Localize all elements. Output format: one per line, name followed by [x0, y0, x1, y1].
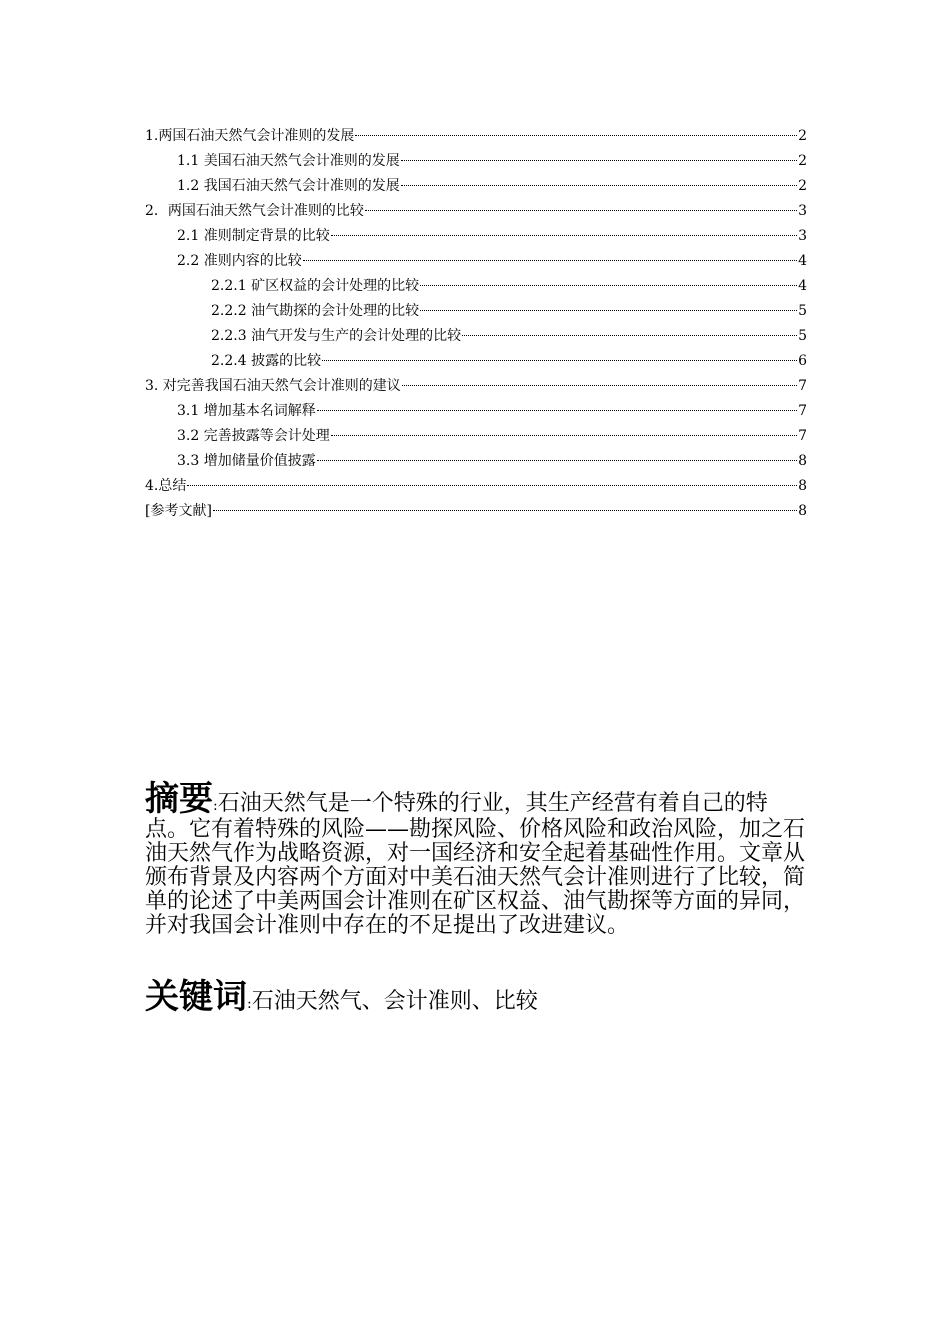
toc-entry[interactable] [145, 374, 807, 399]
toc-leader-dots [365, 210, 797, 211]
toc-leader-dots [187, 485, 797, 486]
toc-page-number: 7 [798, 378, 807, 394]
toc-entry-label: 4.总结 [145, 478, 187, 494]
toc-entry-label: 2.2.4 披露的比较 [211, 353, 322, 369]
toc-entry-label: [参考文献] [145, 503, 212, 519]
toc-leader-dots [303, 260, 797, 261]
toc-entry[interactable] [145, 474, 807, 499]
toc-page-number: 2 [798, 178, 807, 194]
toc-entry[interactable] [145, 449, 807, 474]
toc-page-number: 5 [798, 303, 807, 319]
toc-page-number: 7 [798, 428, 807, 444]
abstract-colon: : [213, 798, 218, 814]
toc-entry-label: 3.2 完善披露等会计处理 [177, 428, 330, 444]
toc-leader-dots [331, 235, 797, 236]
table-of-contents [145, 124, 807, 524]
toc-leader-dots [331, 435, 797, 436]
toc-entry[interactable] [145, 274, 807, 299]
toc-entry-label: 2.1 准则制定背景的比较 [177, 228, 330, 244]
toc-leader-dots [213, 510, 797, 511]
keywords-section [145, 978, 810, 1024]
toc-leader-dots [462, 335, 797, 336]
toc-entry-label: 2．两国石油天然气会计准则的比较 [145, 203, 364, 219]
toc-page-number: 5 [798, 328, 807, 344]
toc-entry[interactable] [145, 249, 807, 274]
toc-entry[interactable] [145, 149, 807, 174]
keywords-heading: 关键词 [145, 977, 247, 1017]
toc-page-number: 4 [798, 278, 807, 294]
toc-page-number: 8 [798, 503, 807, 519]
toc-entry-label: 2.2.1 矿区权益的会计处理的比较 [211, 278, 420, 294]
toc-entry-label: 1.两国石油天然气会计准则的发展 [145, 128, 355, 144]
toc-entry-label: 1.2 我国石油天然气会计准则的发展 [177, 178, 400, 194]
toc-entry[interactable] [145, 299, 807, 324]
toc-leader-dots [322, 360, 797, 361]
toc-page-number: 2 [798, 128, 807, 144]
keywords-body: 石油天然气、会计准则、比较 [251, 989, 538, 1014]
toc-entry[interactable] [145, 349, 807, 374]
toc-entry[interactable] [145, 499, 807, 524]
toc-leader-dots [420, 285, 797, 286]
toc-entry[interactable] [145, 399, 807, 424]
toc-leader-dots [317, 410, 797, 411]
toc-leader-dots [355, 135, 797, 136]
toc-entry-label: 2.2 准则内容的比较 [177, 253, 302, 269]
toc-entry[interactable] [145, 199, 807, 224]
toc-leader-dots [402, 385, 797, 386]
abstract-section [145, 780, 810, 938]
abstract-paragraph [145, 780, 810, 938]
toc-entry[interactable] [145, 424, 807, 449]
toc-leader-dots [401, 185, 797, 186]
toc-entry-label: 2.2.2 油气勘探的会计处理的比较 [211, 303, 420, 319]
toc-leader-dots [401, 160, 797, 161]
abstract-body: 石油天然气是一个特殊的行业，其生产经营有着自己的特点。它有着特殊的风险——勘探风险、价格风险和政治风险，加之石油天然气作为战略资源，对一国经济和安全起着基础性作用。文章从颁布背景及内容两个方面对中美石油天然气会计准则进行了比较，简单的论述了中美两国会计准则在矿区权益、油气勘探等方面的异同，并对我国会计准则中存在的不足提出了改进建议。 [145, 791, 806, 938]
toc-entry[interactable] [145, 224, 807, 249]
toc-entry-label: 3.1 增加基本名词解释 [177, 403, 316, 419]
toc-page-number: 3 [798, 203, 807, 219]
toc-page-number: 2 [798, 153, 807, 169]
toc-page-number: 7 [798, 403, 807, 419]
toc-entry[interactable] [145, 124, 807, 149]
toc-page-number: 3 [798, 228, 807, 244]
toc-entry-label: 3. 对完善我国石油天然气会计准则的建议 [145, 378, 401, 394]
toc-page-number: 6 [798, 353, 807, 369]
toc-entry[interactable] [145, 174, 807, 199]
toc-entry-label: 1.1 美国石油天然气会计准则的发展 [177, 153, 400, 169]
toc-entry-label: 2.2.3 油气开发与生产的会计处理的比较 [211, 328, 462, 344]
toc-page-number: 8 [798, 478, 807, 494]
toc-entry[interactable] [145, 324, 807, 349]
toc-leader-dots [317, 460, 797, 461]
abstract-heading: 摘要 [145, 779, 213, 819]
toc-entry-label: 3.3 增加储量价值披露 [177, 453, 316, 469]
keywords-colon: : [247, 996, 252, 1012]
toc-page-number: 4 [798, 253, 807, 269]
toc-leader-dots [420, 310, 797, 311]
toc-page-number: 8 [798, 453, 807, 469]
